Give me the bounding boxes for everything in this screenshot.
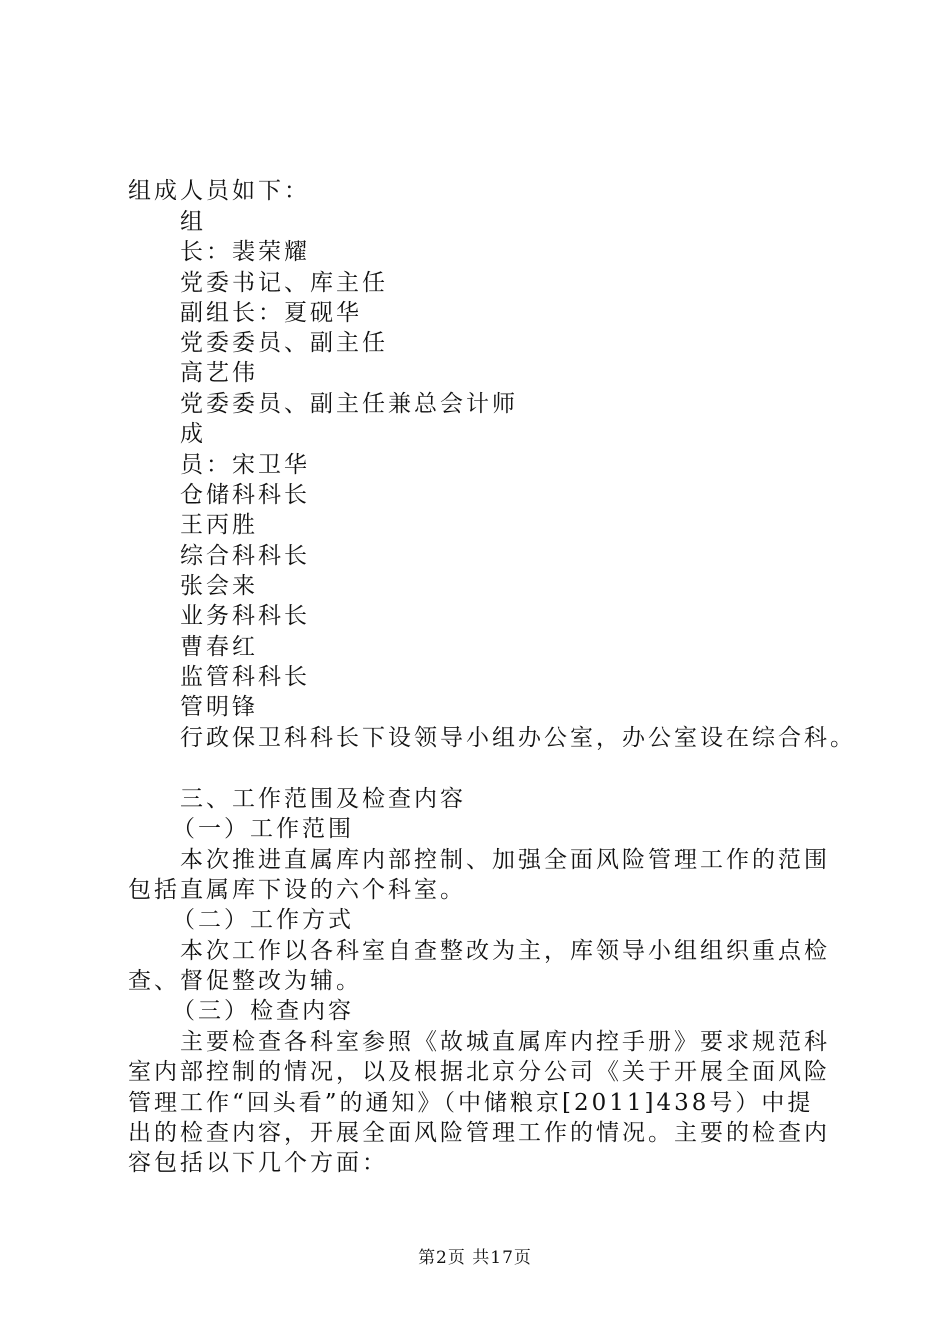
subsection-scope-heading: （一）工作范围 [172,816,354,842]
member-1-name: 员：宋卫华 [180,452,310,478]
method-paragraph-line1: 本次工作以各科室自查整改为主，库领导小组组织重点检 [180,938,830,964]
member-3-title: 业务科科长 [180,603,310,629]
office-setup-text: 行政保卫科科长下设领导小组办公室，办公室设在综合科。 [180,725,856,751]
member-4-name: 曹春红 [180,634,258,660]
content-paragraph-line5: 容包括以下几个方面： [128,1150,388,1176]
scope-paragraph-line1: 本次推进直属库内部控制、加强全面风险管理工作的范围 [180,847,830,873]
member-5-name: 管明锋 [180,694,258,720]
content-paragraph-line1: 主要检查各科室参照《故城直属库内控手册》要求规范科 [180,1029,830,1055]
member-label-part1: 成 [180,421,206,447]
page-number-footer: 第2页 共17页 [418,1248,532,1268]
content-paragraph-line2: 室内部控制的情况，以及根据北京分公司《关于开展全面风险 [128,1059,830,1085]
deputy-leader-2-title: 党委委员、副主任兼总会计师 [180,391,518,417]
member-4-title: 监管科科长 [180,664,310,690]
content-paragraph-line4: 出的检查内容，开展全面风险管理工作的情况。主要的检查内 [128,1120,830,1146]
scope-paragraph-line2: 包括直属库下设的六个科室。 [128,877,466,903]
member-1-title: 仓储科科长 [180,482,310,508]
deputy-leader-2-name: 高艺伟 [180,360,258,386]
member-2-title: 综合科科长 [180,543,310,569]
deputy-leader-title: 党委委员、副主任 [180,330,388,356]
method-paragraph-line2: 查、督促整改为辅。 [128,968,362,994]
deputy-leader-name: 副组长：夏砚华 [180,300,362,326]
leader-name: 长：裴荣耀 [180,239,310,265]
member-2-name: 王丙胜 [180,512,258,538]
subsection-content-heading: （三）检查内容 [172,998,354,1024]
member-3-name: 张会来 [180,573,258,599]
members-intro: 组成人员如下： [128,178,310,204]
leader-title: 党委书记、库主任 [180,270,388,296]
section-three-heading: 三、工作范围及检查内容 [180,786,466,812]
subsection-method-heading: （二）工作方式 [172,907,354,933]
leader-label-part1: 组 [180,209,206,235]
content-paragraph-line3: 管理工作“回头看”的通知》（中储粮京[2011]438号）中提 [128,1090,814,1116]
